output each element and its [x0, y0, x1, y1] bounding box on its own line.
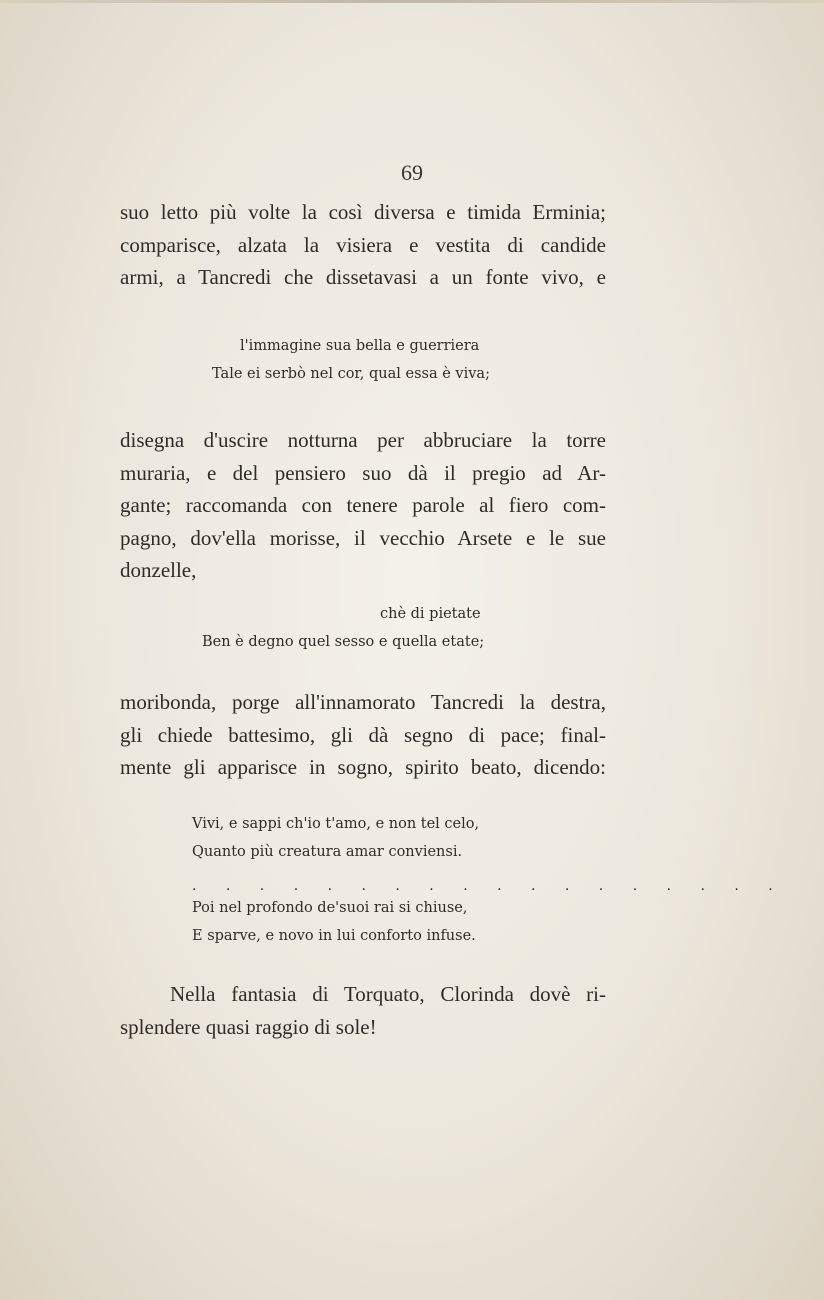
text-line: disegna d'uscire notturna per abbruciare la torre: [120, 428, 606, 452]
paragraph-3: [120, 686, 606, 784]
text-line: Nella fantasia di Torquato, Clorinda dovè ri-: [170, 982, 606, 1006]
paragraph-1: [120, 196, 606, 294]
text-line: comparisce, alzata la visiera e vestita di candide: [120, 232, 606, 257]
verse-quote-4: [192, 894, 476, 950]
verse-line: Tale ei serbò nel cor, qual essa è viva;: [212, 366, 490, 382]
verse-quote-3: [192, 810, 479, 866]
verse-line: Quanto più creatura amar conviensi.: [192, 844, 463, 860]
text-line: armi, a Tancredi che dissetavasi a un fonte vivo, e: [120, 265, 606, 289]
page-top-edge: [0, 0, 824, 3]
paragraph-4: [120, 978, 606, 1043]
text-line: moribonda, porge all'innamorato Tancredi la destra,: [120, 690, 606, 714]
text-line: mente gli apparisce in sogno, spirito beato, dicendo:: [120, 755, 606, 779]
verse-line: Ben è degno quel sesso e quella etate;: [202, 634, 485, 650]
text-line: suo letto più volte la così diversa e timida Erminia;: [120, 200, 606, 224]
text-line: gante; raccomanda con tenere parole al fiero com-: [120, 493, 606, 517]
verse-line: Poi nel profondo de'suoi rai si chiuse,: [192, 900, 468, 916]
verse-line: Vivi, e sappi ch'io t'amo, e non tel celo,: [192, 816, 480, 832]
paragraph-2: [120, 424, 606, 587]
ellipsis-line: . . . . . . . . . . . . . . . . . .: [192, 878, 786, 894]
verse-quote-2: [202, 600, 484, 656]
page-number: 69: [401, 160, 423, 185]
verse-line: l'immagine sua bella e guerriera: [240, 338, 480, 354]
text-line: pagno, dov'ella morisse, il vecchio Arsete e le sue: [120, 525, 606, 550]
text-line: donzelle,: [120, 558, 197, 582]
verse-quote-1: [212, 332, 490, 388]
text-line: muraria, e del pensiero suo dà il pregio ad Ar-: [120, 460, 606, 485]
text-line: splendere quasi raggio di sole!: [120, 1014, 377, 1039]
text-line: gli chiede battesimo, gli dà segno di pace; final-: [120, 722, 606, 747]
verse-line: E sparve, e novo in lui conforto infuse.: [192, 928, 476, 944]
verse-line: chè di pietate: [380, 606, 481, 622]
